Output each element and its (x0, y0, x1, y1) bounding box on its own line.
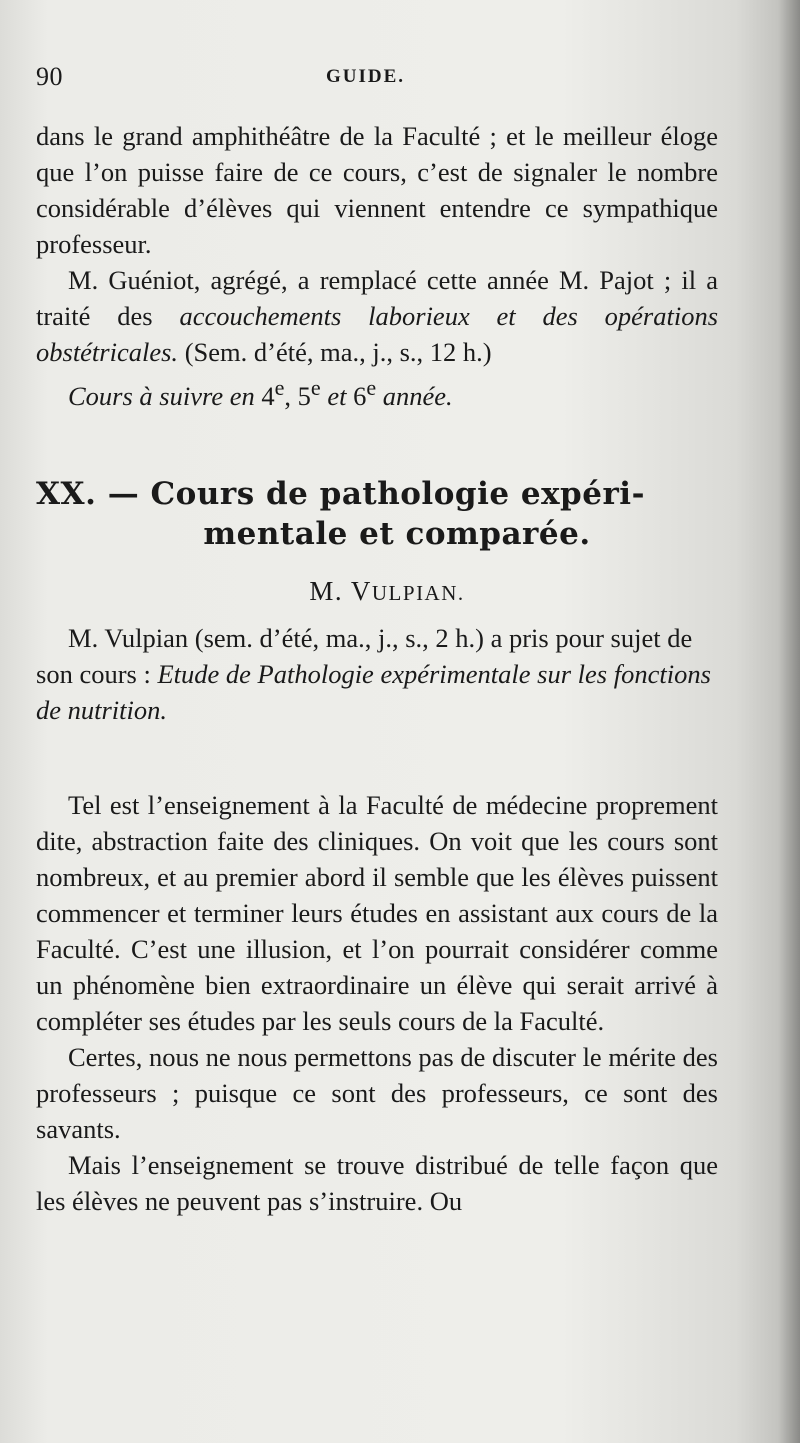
ordinal-sup: e (274, 375, 285, 400)
course-topic-italic: accouchements laborieux et des opérations obstétricales. (36, 301, 719, 367)
text-block-bottom (36, 787, 718, 1219)
years-number: 4 (261, 380, 275, 411)
paragraph-text: (Sem. d’été, ma., j., s., 12 h.) (178, 337, 492, 367)
paragraph-text: M. Vulpian (sem. d’été, ma., j., s., 2 h.) a pris pour sujet de son cours : (36, 623, 693, 689)
section-author (36, 576, 718, 607)
paragraph-certes (36, 1039, 718, 1147)
years-italic: Cours à suivre en (68, 380, 262, 411)
page-number: 90 (36, 62, 63, 91)
paragraph-mais (36, 1147, 718, 1219)
author-initial: M. V (309, 576, 372, 606)
text-block-top (36, 118, 718, 414)
author-smallcaps: ULPIAN. (371, 581, 465, 605)
page-header (36, 62, 716, 94)
ordinal-sup: e (366, 375, 377, 400)
paragraph-continuation (36, 118, 718, 262)
paragraph-text: M. Guéniot, agrégé, a remplacé cette année M. Pajot ; il a traité des (36, 265, 718, 331)
paragraph-enseignement (36, 787, 718, 1039)
paragraph-vulpian (36, 620, 718, 728)
paragraph-text: Mais l’enseignement se trouve distribué de telle façon que les élèves ne peuvent pas s’instruire. Ou (36, 1150, 718, 1216)
section-heading-line: mentale et comparée. (203, 516, 591, 552)
text-block-vulpian (36, 620, 718, 728)
text-line: meilleur éloge que l’on puisse faire de ce cours, c’est (36, 121, 719, 187)
ordinal-sup: e (310, 375, 321, 400)
section-heading-line: XX. — Cours de pathologie expéri- (36, 476, 645, 512)
paragraph-text: Tel est l’enseignement à la Faculté de médecine proprement dite, abstraction faite des cliniques. On voit que les cours sont nombreux, et au premier abord il semble que les élèves puissent commencer et terminer leurs études en assistant aux cours de la Faculté. C’est une illusion, et l’on pourrait considérer comme un phénomène bien extraordinaire un élève qui serait arrivé à compléter ses études par les seuls cours de la Faculté. (36, 790, 718, 1036)
paragraph-gueniot (36, 262, 718, 370)
text-line: dans le grand amphithéâtre de la Faculté ; et le (36, 121, 554, 151)
years-number: 6 (353, 380, 367, 411)
years-italic: année. (376, 380, 453, 411)
section-heading (36, 474, 718, 554)
paragraph-years (36, 370, 718, 414)
page-edge-shadow (778, 0, 800, 1443)
course-topic-italic: Etude de Pathologie expérimentale sur les fonctions de nutrition. (36, 659, 711, 725)
years-number: , 5 (284, 380, 311, 411)
years-italic: et (320, 380, 354, 411)
text-line: viennent entendre ce sympathique professeur. (36, 193, 719, 259)
running-title: GUIDE. (326, 66, 406, 87)
text-line: de signaler le nombre considérable d’élèves qui (36, 157, 719, 223)
paragraph-text: Certes, nous ne nous permettons pas de discuter le mérite des professeurs ; puisque ce sont des professeurs, ce sont des savants. (36, 1042, 718, 1144)
